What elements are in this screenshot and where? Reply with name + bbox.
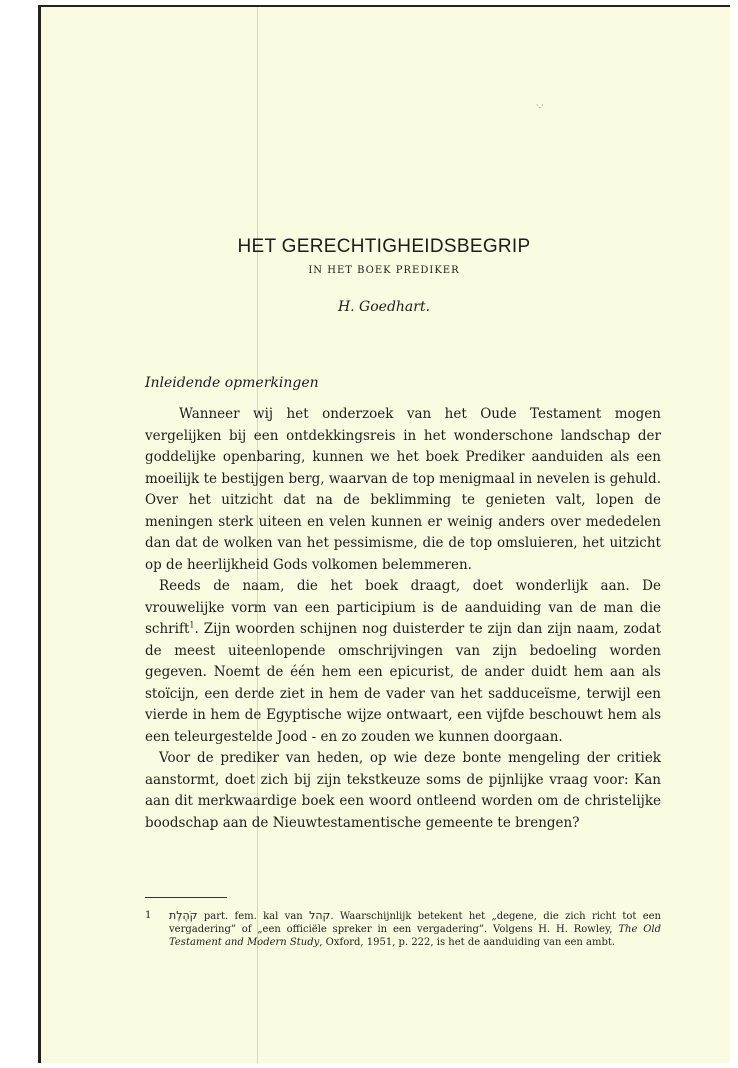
scanned-page	[38, 5, 730, 1063]
article-author: H. Goedhart.	[337, 299, 431, 315]
article-subtitle: IN HET BOEK PREDIKER	[308, 265, 460, 276]
paragraph-3: Voor de prediker van heden, op wie deze bonte mengeling der critiek aanstormt, doet zich bij zijn tekstkeuze soms de pijnlijke vraag voor: Kan aan dit merkwaardige boek een woord ontleend worden om de christelijke boodschap aan de Nieuwtestamentische gemeente te brengen?	[145, 750, 661, 831]
article-title: HET GERECHTIGHEIDSBEGRIP	[237, 236, 531, 257]
footnote-number: 1	[145, 910, 152, 921]
footnote-text-c: , Oxford, 1951, p. 222, is het de aanduiding van een ambt.	[319, 937, 616, 948]
paragraph-2-start: Reeds de naam, die het boek draagt, doet wonderlijk aan. De vrouwelijke vorm van een participium is de aanduiding van de man die schrift	[145, 578, 661, 637]
footnote	[145, 909, 661, 949]
section-heading: Inleidende opmerkingen	[145, 375, 319, 391]
paragraph-1: Wanneer wij het onderzoek van het Oude Testament mogen vergelijken bij een ontdekkingsreis in het wonderschone landschap der goddelijke openbaring, kunnen we het boek Prediker aanduiden als een moeilijk te bestijgen berg, waarvan de top menigmaal in nevelen is gehuld. Over het uitzicht dat na de beklimming te genieten valt, lopen de meningen sterk uiteen en velen kunnen er weinig anders over mededelen dan dat de wolken van het pessimisme, die de top omsluieren, het uitzicht op de heerlijkheid Gods volkomen belemmeren.	[145, 406, 661, 573]
paragraph-2	[145, 576, 661, 748]
footnote-rule	[145, 897, 227, 898]
footnote-hebrew-root: קהל	[309, 909, 331, 922]
footnote-text-a: part. fem. kal van	[197, 911, 310, 922]
scan-speck: ·.·	[536, 101, 544, 110]
footnote-text-b: . Waarschijnlijk betekent het „degene, die zich richt tot een vergadering” of „een officiële spreker in een vergadering”. Volgens H. H. Rowley,	[169, 911, 661, 935]
footnote-book-title: The Old Testament and Modern Study	[169, 924, 661, 948]
paragraph-2-rest: . Zijn woorden schijnen nog duisterder te zijn dan zijn naam, zodat de meest uiteenlopende omschrijvingen van zijn bedoeling worden gegeven. Noemt de één hem een epicurist, de ander duidt hem aan als stoïcijn, een derde ziet in hem de vader van het sadduceïsme, terwijl een vierde in hem de Egyptische wijze ontwaart, een vijfde beschouwt hem als een teleurgestelde Jood - en zo zouden we kunnen doorgaan.	[145, 621, 661, 745]
body-text	[145, 404, 661, 834]
footnote-text	[169, 909, 661, 949]
footnote-reference: 1	[189, 620, 195, 630]
footnote-hebrew-word: קֹהֶלֶת	[169, 909, 198, 922]
